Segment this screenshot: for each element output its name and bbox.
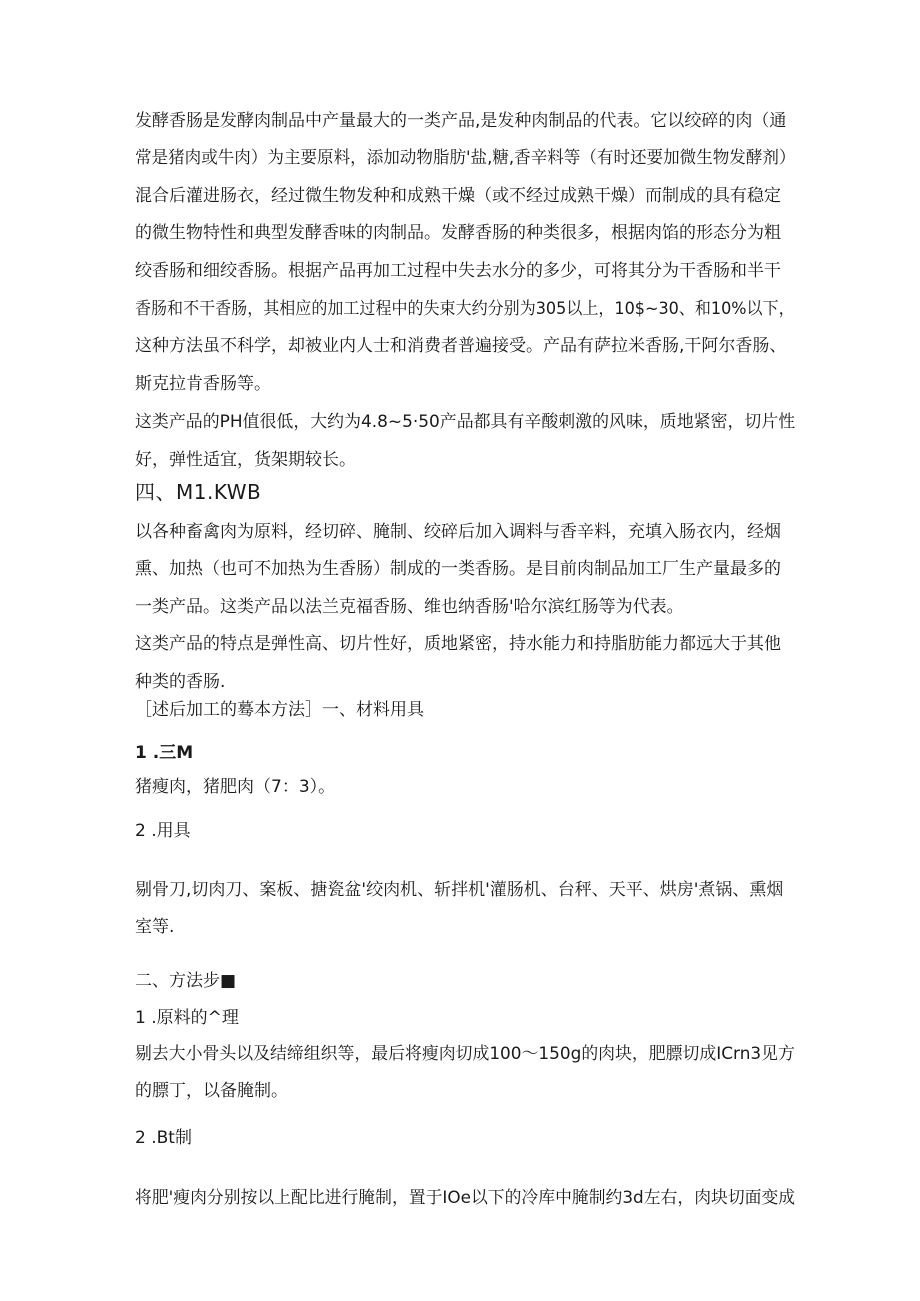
step-1-line: 的膘丁，以备腌制。 xyxy=(135,1081,288,1101)
paragraph-2-line: 这类产品的PH值很低，大约为4.8~5·50产品都具有辛酸刺激的风味，质地紧密，切片性 xyxy=(135,412,796,432)
paragraph-1-line: 绞香肠和细绞香肠。根据产品再加工过程中失去水分的多少，可将其分为干香肠和半干 xyxy=(135,261,781,281)
item-1-text: 猪瘦肉，猪肥肉（7：3）。 xyxy=(135,777,336,797)
paragraph-2-line: 好，弹性适宜，货架期较长。 xyxy=(135,450,356,470)
paragraph-4-line: 种类的香肠. xyxy=(135,672,226,692)
tools-line: 室等. xyxy=(135,917,175,937)
section-title: ［述后加工的蓦本方法］一、材料用具 xyxy=(135,700,424,720)
method-heading: 二、方法步■ xyxy=(135,971,237,991)
item-1-heading: 1 .三M xyxy=(135,743,194,763)
tools-line: 剔骨刀,切肉刀、案板、搪瓷盆'绞肉机、斩拌机'灌肠机、台秤、天平、烘房'煮锅、熏烟 xyxy=(135,880,784,900)
paragraph-3-line: 一类产品。这类产品以法兰克福香肠、维也纳香肠'哈尔滨红肠等为代表。 xyxy=(135,597,684,617)
paragraph-1-line: 常是猪肉或牛肉）为主要原料，添加动物脂肪'盐,糖,香辛料等（有时还要加微生物发酵剂） xyxy=(135,148,796,168)
paragraph-1-line: 发酵香肠是发酵肉制品中产量最大的一类产品,是发种肉制品的代表。它以绞碎的肉（通 xyxy=(135,111,787,131)
paragraph-1-line: 这种方法虽不科学，却被业内人士和消费者普遍接受。产品有萨拉米香肠,干阿尔香肠、 xyxy=(135,336,787,356)
step-2-heading: 2 .Bt制 xyxy=(135,1128,192,1148)
step-1-heading: 1 .原料的^理 xyxy=(135,1008,239,1028)
step-1-line: 剔去大小骨头以及结缔组织等，最后将瘦肉切成100〜150g的肉块，肥膘切成ICrn3见方 xyxy=(135,1044,795,1064)
paragraph-1-line: 香肠和不干香肠，其相应的加工过程中的失束大约分别为305以上，10$~30、和10%以下， xyxy=(135,299,795,319)
paragraph-1-line: 混合后灌进肠衣，经过微生物发种和成熟干燥（或不经过成熟干燥）而制成的具有稳定 xyxy=(135,186,781,206)
paragraph-4-line: 这类产品的特点是弹性高、切片性好，质地紧密，持水能力和持脂肪能力都远大于其他 xyxy=(135,634,781,654)
paragraph-1-line: 斯克拉肯香肠等。 xyxy=(135,374,271,394)
paragraph-3-line: 以各种畜禽肉为原料，经切碎、腌制、绞碎后加入调料与香辛料，充填入肠衣内，经烟 xyxy=(135,522,781,542)
step-2-line: 将肥'瘦肉分别按以上配比进行腌制，置于IOe以下的冷库中腌制约3d左右，肉块切面变成 xyxy=(135,1188,796,1208)
paragraph-3-line: 熏、加热（也可不加热为生香肠）制成的一类香肠。是目前肉制品加工厂生产量最多的 xyxy=(135,559,781,579)
paragraph-1-line: 的微生物特性和典型发酵香味的肉制品。发酵香肠的种类很多，根据肉馅的形态分为粗 xyxy=(135,223,781,243)
item-2-heading: 2 .用具 xyxy=(135,821,191,841)
section-heading-4: 四、M1.KWB xyxy=(135,480,262,504)
